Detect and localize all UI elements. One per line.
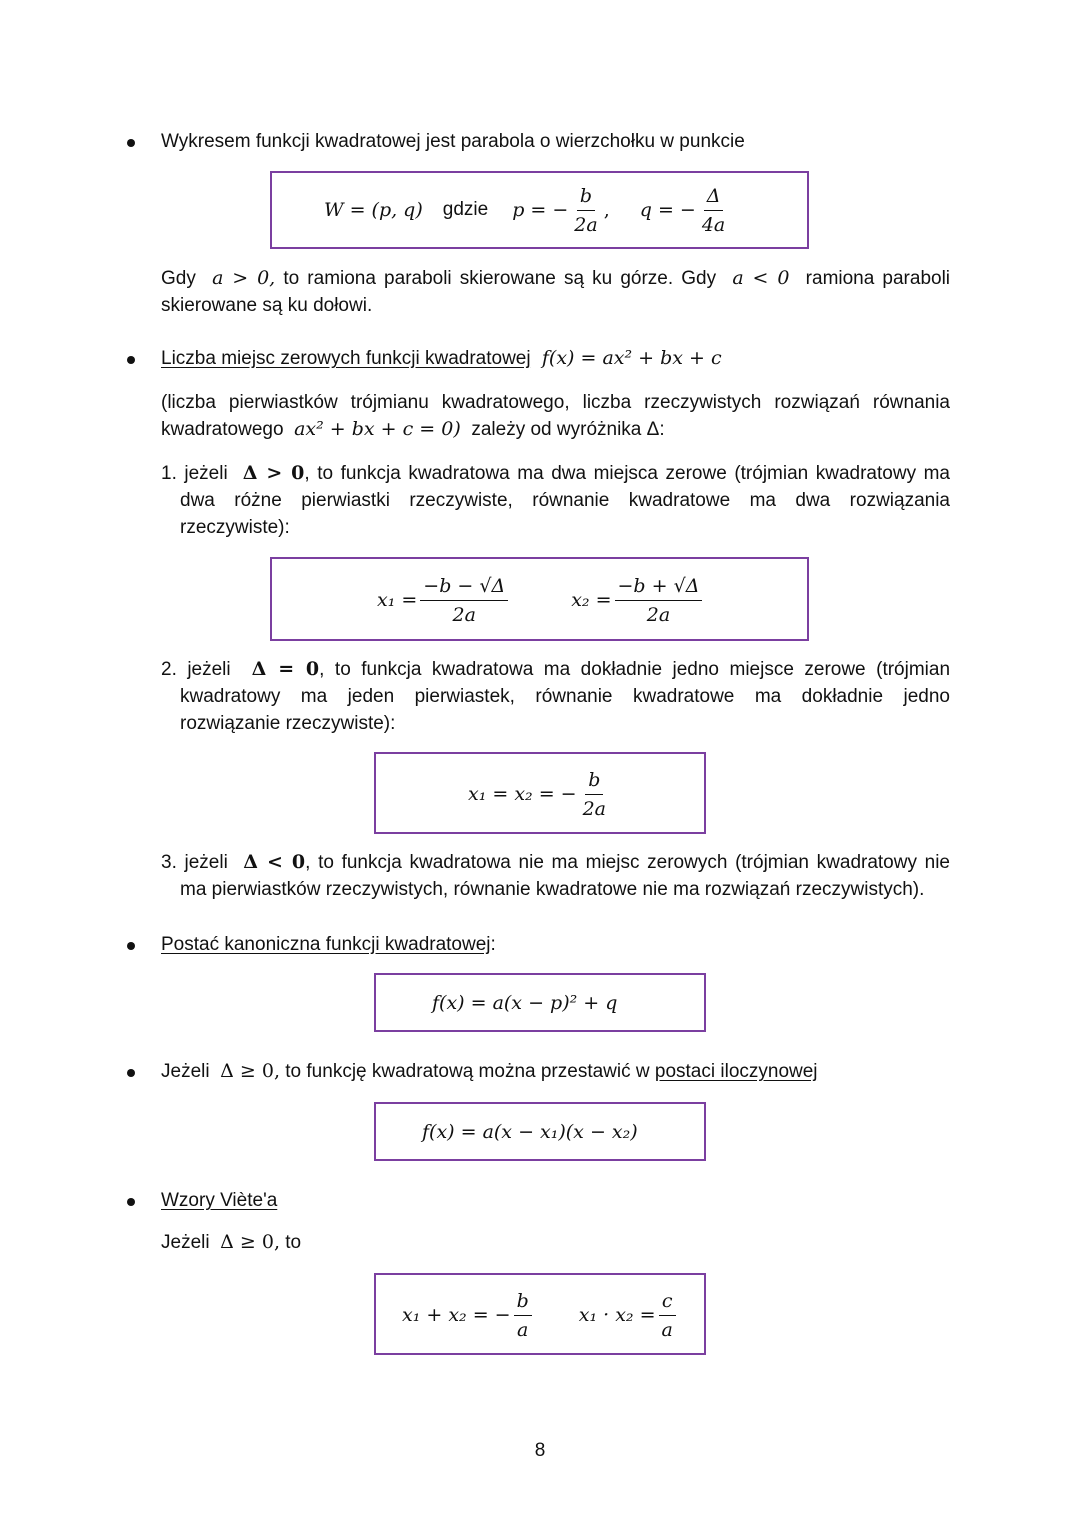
- q-denominator: 4a: [701, 213, 726, 236]
- x0-denominator: 2a: [582, 797, 607, 820]
- x2-lhs: x₂ =: [571, 589, 612, 611]
- q-lhs: q = −: [639, 199, 696, 221]
- arms-cond-1: a > 0,: [212, 267, 276, 289]
- product-formula: f(x) = a(x − x₁)(x − x₂): [422, 1120, 638, 1143]
- case-3-line-1: [161, 849, 950, 876]
- canonical-formula-box: [374, 973, 706, 1032]
- case-2-line-1: [161, 656, 950, 683]
- case-1-condition: Δ > 0: [242, 462, 305, 484]
- zeros-paren-line-2: [161, 416, 950, 443]
- x1-denominator: 2a: [452, 603, 476, 626]
- viete-product-fraction: [659, 1289, 676, 1342]
- viete-sum-denominator: a: [517, 1318, 529, 1341]
- canonical-colon: :: [490, 934, 496, 955]
- case-2-line-3: rozwiązanie rzeczywiste):: [180, 713, 396, 734]
- zeros-title: Liczba miejsc zerowych funkcji kwadratowej: [161, 348, 531, 369]
- vertex-intro: Wykresem funkcji kwadratowej jest parabola o wierzchołku w punkcie: [161, 131, 745, 152]
- case-1-line-2: dwa różne pierwiastki rzeczywiste, równanie kwadratowe ma dwa rozwiązania: [180, 490, 950, 511]
- x0-lhs: x₁ = x₂ = −: [468, 783, 577, 805]
- viete-sum-numerator: b: [514, 1289, 532, 1316]
- bullet: [127, 1198, 135, 1206]
- product-formula-box: [374, 1102, 706, 1161]
- bullet: [127, 942, 135, 950]
- case-2-prefix: 2. jeżeli: [161, 659, 231, 680]
- viete-condition-line: [161, 1229, 950, 1256]
- arms-text-b: to ramiona paraboli skierowane są ku górze. Gdy: [283, 268, 717, 289]
- x0-fraction: [580, 768, 609, 821]
- case-2-condition: Δ = 0: [251, 658, 320, 680]
- viete-title-line: [161, 1187, 950, 1214]
- zeros-title-formula: f(x) = ax² + bx + c: [541, 347, 722, 369]
- p-numerator: b: [577, 184, 595, 211]
- canonical-formula: f(x) = a(x − p)² + q: [432, 991, 618, 1014]
- paren-text-b: zależy od wyróżnika Δ:: [471, 419, 665, 440]
- p-comma: ,: [603, 199, 610, 221]
- bullet: [127, 1069, 135, 1077]
- x1-lhs: x₁ =: [377, 589, 418, 611]
- vertex-w-formula: W = (p, q): [324, 199, 423, 221]
- canonical-title: Postać kanoniczna funkcji kwadratowej: [161, 934, 491, 955]
- viete-product-denominator: a: [661, 1318, 673, 1341]
- case-2-text: , to funkcja kwadratowa ma dokładnie jedno miejsce zerowe (trójmian: [319, 659, 951, 680]
- product-text-b: to funkcję kwadratową można przestawić w: [285, 1061, 650, 1082]
- product-condition: Δ ≥ 0,: [220, 1060, 280, 1082]
- arms-text-a: Gdy: [161, 268, 196, 289]
- paren-text-a: kwadratowego: [161, 419, 284, 440]
- arms-line-1: [161, 265, 950, 292]
- case-3-prefix: 3. jeżeli: [161, 852, 228, 873]
- case-2-line-2: kwadratowy ma jeden pierwiastek, równanie kwadratowe ma dokładnie jedno: [180, 686, 950, 707]
- x2-numerator: −b + √Δ: [615, 574, 703, 601]
- roots-formula-box: [270, 557, 809, 641]
- product-form-link: postaci iloczynowej: [654, 1061, 818, 1082]
- x0-numerator: b: [585, 768, 603, 795]
- viete-title: Wzory Viète'a: [161, 1190, 278, 1211]
- paren-formula: ax² + bx + c = 0): [294, 418, 461, 440]
- case-3-line-2: ma pierwiastków rzeczywistych, równanie kwadratowe nie ma rozwiązań rzeczywistych).: [180, 879, 925, 900]
- canonical-title-line: [161, 931, 950, 958]
- gdzie-label: gdzie: [442, 199, 489, 220]
- viete-formula-box: [374, 1273, 706, 1355]
- x1-numerator: −b − √Δ: [420, 574, 508, 601]
- viete-sum-lhs: x₁ + x₂ = −: [402, 1304, 511, 1326]
- product-line: [161, 1058, 950, 1085]
- case-3-condition: Δ < 0: [243, 851, 306, 873]
- viete-product-numerator: c: [659, 1289, 676, 1316]
- arms-line-2: skierowane są ku dołowi.: [161, 295, 373, 316]
- case-1-text: , to funkcja kwadratowa ma dwa miejsca zerowe (trójmian kwadratowy ma: [304, 463, 951, 484]
- x2-fraction: [615, 574, 703, 627]
- bullet: [127, 139, 135, 147]
- page-number: 8: [534, 1440, 546, 1461]
- arms-text-c: ramiona paraboli: [805, 268, 951, 289]
- vertex-formula-box: [270, 171, 809, 249]
- zeros-title-line: [161, 345, 950, 372]
- viete-product-lhs: x₁ · x₂ =: [578, 1304, 656, 1326]
- x1-fraction: [420, 574, 508, 627]
- bullet: [127, 356, 135, 364]
- case-3-text: , to funkcja kwadratowa nie ma miejsc zerowych (trójmian kwadratowy nie: [305, 852, 951, 873]
- case-1-line-1: [161, 460, 950, 487]
- q-fraction: [699, 184, 728, 237]
- p-lhs: p = −: [512, 199, 569, 221]
- product-text-a: Jeżeli: [161, 1061, 210, 1082]
- p-denominator: 2a: [574, 213, 598, 236]
- viete-text-a: Jeżeli: [161, 1232, 210, 1253]
- zeros-paren-line-1: (liczba pierwiastków trójmianu kwadratowego, liczba rzeczywistych rozwiązań równania: [161, 392, 950, 413]
- case-1-prefix: 1. jeżeli: [161, 463, 228, 484]
- case-1-line-3: rzeczywiste):: [180, 517, 290, 538]
- x2-denominator: 2a: [646, 603, 671, 626]
- viete-sum-fraction: [514, 1289, 532, 1342]
- p-fraction: [571, 184, 600, 237]
- q-numerator: Δ: [704, 184, 724, 211]
- double-root-formula-box: [374, 752, 706, 834]
- viete-text-b: to: [285, 1232, 302, 1253]
- arms-cond-2: a < 0: [732, 267, 790, 289]
- viete-condition: Δ ≥ 0,: [220, 1231, 280, 1253]
